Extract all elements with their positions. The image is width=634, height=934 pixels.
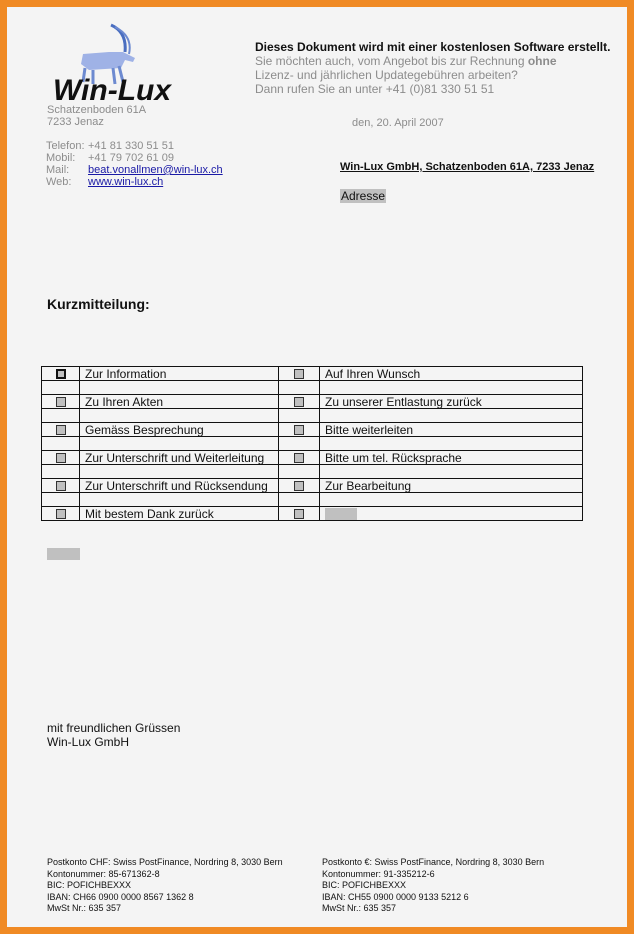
checkbox-cell <box>42 479 80 493</box>
checkbox-cell <box>42 395 80 409</box>
date: den, 20. April 2007 <box>352 117 444 129</box>
option-label: Gemäss Besprechung <box>80 423 279 437</box>
promo-text <box>255 40 610 96</box>
spacer-cell <box>42 409 80 423</box>
phone: +41 81 330 51 51 <box>88 140 174 152</box>
checkbox[interactable] <box>294 369 304 379</box>
label: Mobil: <box>46 152 76 164</box>
letter-page <box>7 7 627 927</box>
recipient-address-field[interactable]: Adresse <box>341 189 386 203</box>
footer-line: BIC: POFICHBEXXX <box>47 880 132 890</box>
promo-line: Lizenz- und jährlichen Updategebühren arbeiten? <box>255 68 518 82</box>
checkbox[interactable] <box>56 509 66 519</box>
option-label <box>320 507 583 521</box>
option-label: Zur Unterschrift und Weiterleitung <box>80 451 279 465</box>
checkbox[interactable] <box>56 369 66 379</box>
footer-left <box>47 857 283 915</box>
checkbox[interactable] <box>294 453 304 463</box>
footer-line: MwSt Nr.: 635 357 <box>322 903 397 913</box>
sender-address <box>47 104 146 128</box>
email-link[interactable]: beat.vonallmen@win-lux.ch <box>88 164 223 176</box>
spacer-cell <box>42 465 80 479</box>
option-label: Auf Ihren Wunsch <box>320 367 583 381</box>
web-link[interactable]: www.win-lux.ch <box>88 176 164 188</box>
checkbox-cell <box>42 423 80 437</box>
spacer-cell <box>42 437 80 451</box>
spacer-cell <box>42 493 80 507</box>
checkbox[interactable] <box>56 425 66 435</box>
label: Web: <box>46 176 72 188</box>
label: Mail: <box>46 164 70 176</box>
mobile: +41 79 702 61 09 <box>88 152 174 164</box>
footer-line: Kontonummer: 85-671362-8 <box>47 868 160 879</box>
footer-line: Kontonummer: 91-335212-6 <box>322 868 435 879</box>
spacer-cell <box>279 493 320 507</box>
spacer-cell <box>320 493 583 507</box>
spacer-cell <box>320 381 583 395</box>
footer-line: MwSt Nr.: 635 357 <box>47 903 122 913</box>
spacer-cell <box>80 409 279 423</box>
spacer-cell <box>80 465 279 479</box>
spacer-cell <box>80 381 279 395</box>
footer-line: BIC: POFICHBEXXX <box>322 880 407 890</box>
spacer-cell <box>279 437 320 451</box>
spacer-cell <box>279 465 320 479</box>
checkbox[interactable] <box>56 453 66 463</box>
spacer-cell <box>279 409 320 423</box>
checkbox[interactable] <box>294 397 304 407</box>
checkbox[interactable] <box>56 481 66 491</box>
city: 7233 Jenaz <box>47 116 104 128</box>
option-label: Zu Ihren Akten <box>80 395 279 409</box>
checkbox-cell <box>279 423 320 437</box>
checkbox-cell <box>42 507 80 521</box>
footer-line: Postkonto CHF: Swiss PostFinance, Nordring 8, 3030 Bern <box>47 857 283 867</box>
company-name: Win-Lux GmbH <box>47 735 130 749</box>
checkbox-cell <box>42 451 80 465</box>
footer-line: IBAN: CH55 0900 0000 9133 5212 6 <box>322 891 469 902</box>
spacer-cell <box>80 437 279 451</box>
checkbox-cell <box>279 479 320 493</box>
option-label: Zur Information <box>80 367 279 381</box>
win-lux-logo <box>49 22 209 107</box>
checklist-row <box>42 507 583 521</box>
checklist-row <box>42 423 583 437</box>
spacer-cell <box>320 409 583 423</box>
spacer-row <box>42 437 583 451</box>
spacer-row <box>42 381 583 395</box>
page-title: Kurzmitteilung: <box>47 296 150 312</box>
message-field[interactable] <box>47 548 80 560</box>
checklist-row <box>42 479 583 493</box>
checkbox-cell <box>279 395 320 409</box>
custom-option-field[interactable] <box>325 508 357 520</box>
spacer-cell <box>279 381 320 395</box>
checkbox-cell <box>42 367 80 381</box>
checkbox-cell <box>279 451 320 465</box>
checklist-row <box>42 451 583 465</box>
spacer-cell <box>80 493 279 507</box>
checkbox[interactable] <box>294 481 304 491</box>
promo-line: Dann rufen Sie an unter +41 (0)81 330 51 51 <box>255 82 495 96</box>
option-label: Bitte weiterleiten <box>320 423 583 437</box>
spacer-row <box>42 465 583 479</box>
closing <box>47 721 180 749</box>
spacer-cell <box>42 381 80 395</box>
promo-headline: Dieses Dokument wird mit einer kostenlosen Software erstellt. <box>255 40 611 54</box>
checkbox[interactable] <box>294 425 304 435</box>
spacer-cell <box>320 465 583 479</box>
promo-emph: ohne <box>527 54 557 68</box>
option-label: Zur Bearbeitung <box>320 479 583 493</box>
checklist-row <box>42 395 583 409</box>
option-label: Zur Unterschrift und Rücksendung <box>80 479 279 493</box>
street: Schatzenboden 61A <box>47 104 147 116</box>
option-label: Bitte um tel. Rücksprache <box>320 451 583 465</box>
footer-right <box>322 857 544 915</box>
checklist-row <box>42 367 583 381</box>
sender-line: Win-Lux GmbH, Schatzenboden 61A, 7233 Jenaz <box>340 161 595 173</box>
checkbox[interactable] <box>56 397 66 407</box>
footer-line: IBAN: CH66 0900 0000 8567 1362 8 <box>47 891 194 902</box>
option-label: Mit bestem Dank zurück <box>80 507 279 521</box>
option-label: Zu unserer Entlastung zurück <box>320 395 583 409</box>
checkbox-cell <box>279 367 320 381</box>
spacer-row <box>42 409 583 423</box>
label: Telefon: <box>46 140 85 152</box>
promo-line: Sie möchten auch, vom Angebot bis zur Rechnung <box>255 54 528 68</box>
contact-info <box>46 140 223 188</box>
greeting: mit freundlichen Grüssen <box>47 721 181 735</box>
svg-text:Win-Lux: Win-Lux <box>53 74 172 107</box>
checklist-table <box>41 366 583 521</box>
spacer-row <box>42 493 583 507</box>
checkbox-cell <box>279 507 320 521</box>
footer-line: Postkonto €: Swiss PostFinance, Nordring 8, 3030 Bern <box>322 857 545 867</box>
checkbox[interactable] <box>294 509 304 519</box>
spacer-cell <box>320 437 583 451</box>
